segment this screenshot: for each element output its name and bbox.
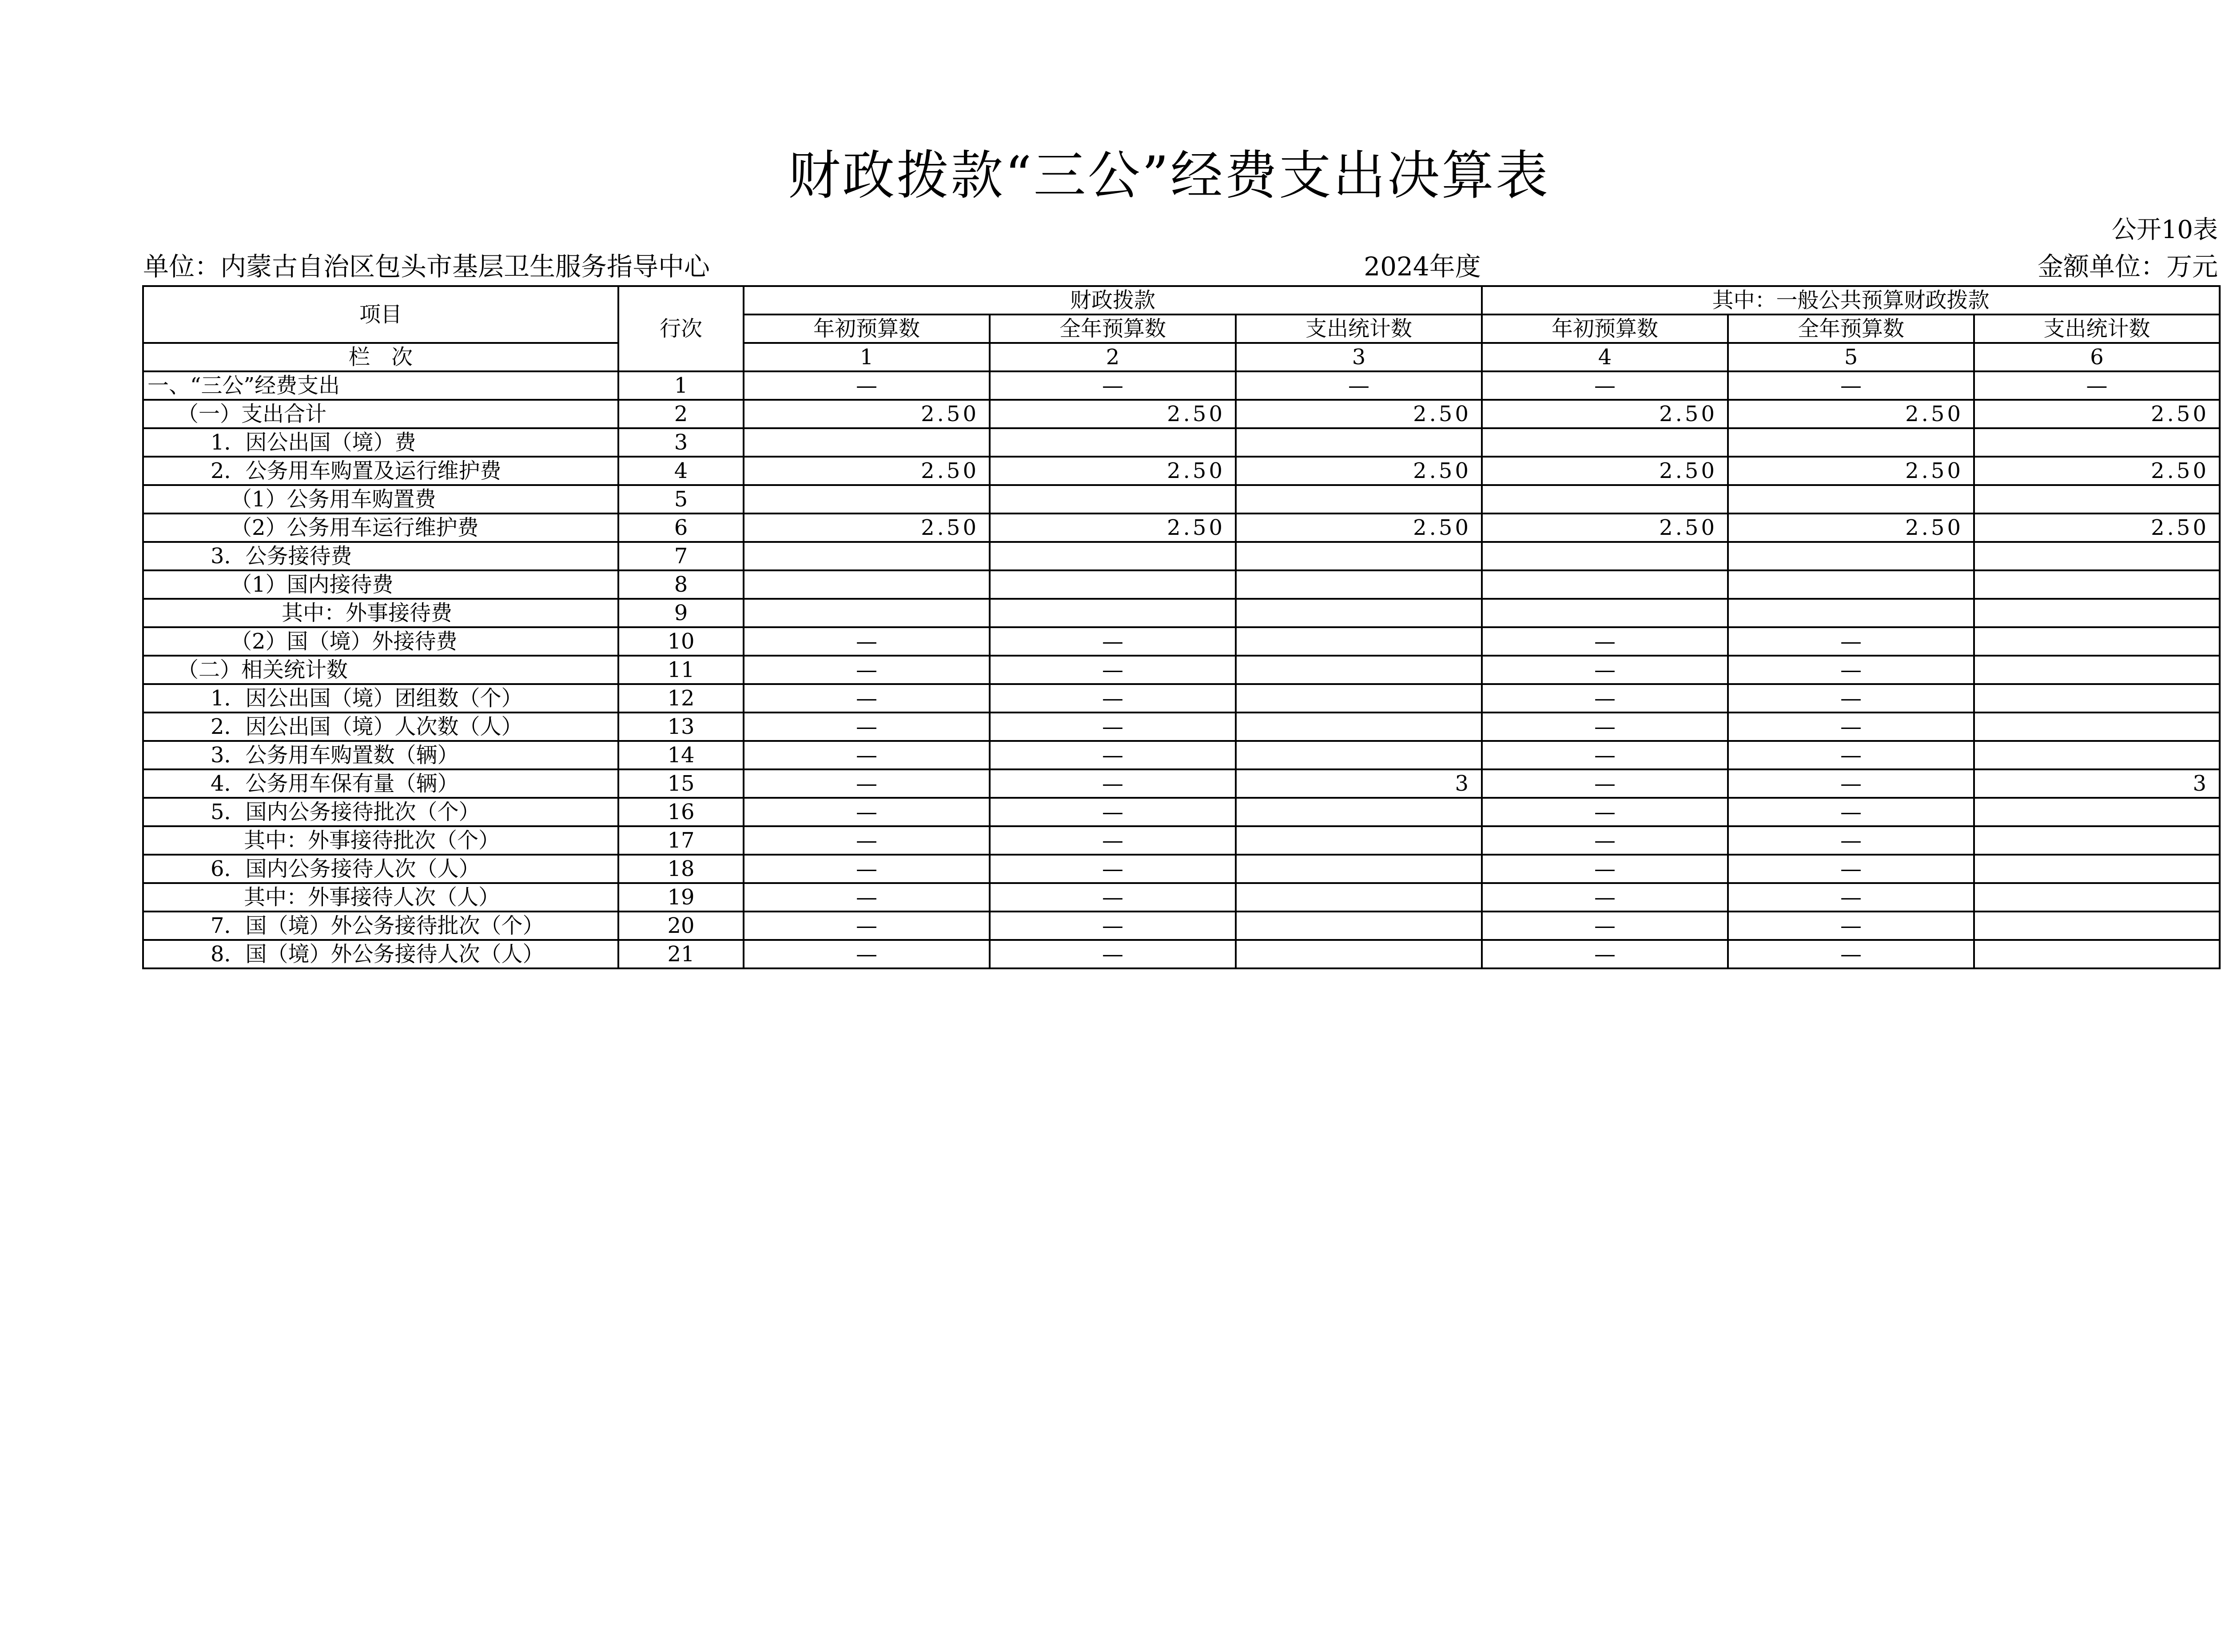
row-value: — [744, 684, 990, 713]
row-value: — [1728, 656, 1974, 684]
row-number: 7 [618, 542, 744, 570]
table-row [143, 428, 2220, 457]
row-number: 6 [618, 514, 744, 542]
row-value: — [990, 684, 1236, 713]
row-value: 2.50 [1974, 457, 2220, 485]
row-value: — [1482, 940, 1728, 968]
meta-row [143, 249, 2218, 284]
table-row [143, 656, 2220, 684]
form-number: 公开10表 [2111, 215, 2218, 244]
row-value: — [990, 940, 1236, 968]
row-label: 一、“三公”经费支出 [143, 371, 618, 400]
row-value [1728, 428, 1974, 457]
row-value [1974, 798, 2220, 826]
header-sub: 全年预算数 [990, 314, 1236, 343]
table-row [143, 485, 2220, 514]
row-value: — [1728, 940, 1974, 968]
row-label: 8．国（境）外公务接待人次（人） [143, 940, 618, 968]
row-value: — [1482, 713, 1728, 741]
row-value: — [744, 713, 990, 741]
row-value: — [990, 627, 1236, 656]
header-colnum: 2 [990, 343, 1236, 371]
table-body [143, 371, 2220, 968]
row-number: 5 [618, 485, 744, 514]
row-number: 15 [618, 769, 744, 798]
row-value: — [1728, 855, 1974, 883]
row-label: 1．因公出国（境）团组数（个） [143, 684, 618, 713]
row-value [1236, 570, 1482, 599]
row-value [990, 428, 1236, 457]
row-label: 1．因公出国（境）费 [143, 428, 618, 457]
row-number: 19 [618, 883, 744, 912]
row-value: — [744, 769, 990, 798]
row-label: 5．国内公务接待批次（个） [143, 798, 618, 826]
row-value [1728, 570, 1974, 599]
row-value: 2.50 [1482, 514, 1728, 542]
row-number: 10 [618, 627, 744, 656]
row-label: 2．因公出国（境）人次数（人） [143, 713, 618, 741]
row-value [990, 485, 1236, 514]
header-colnum: 3 [1236, 343, 1482, 371]
row-label: （一）支出合计 [143, 400, 618, 428]
row-value [1974, 570, 2220, 599]
row-value: 2.50 [1236, 457, 1482, 485]
row-value [1482, 428, 1728, 457]
row-value [1236, 542, 1482, 570]
row-value [744, 570, 990, 599]
row-value: — [1236, 371, 1482, 400]
row-number: 12 [618, 684, 744, 713]
row-value: — [744, 798, 990, 826]
table-row [143, 570, 2220, 599]
header-colnum: 4 [1482, 343, 1728, 371]
row-value [1974, 826, 2220, 855]
row-value [1236, 656, 1482, 684]
table-row [143, 940, 2220, 968]
row-value [1236, 912, 1482, 940]
row-label: 4．公务用车保有量（辆） [143, 769, 618, 798]
row-value [1974, 855, 2220, 883]
row-number: 8 [618, 570, 744, 599]
row-number: 21 [618, 940, 744, 968]
row-label: 7．国（境）外公务接待批次（个） [143, 912, 618, 940]
row-value: — [1482, 627, 1728, 656]
header-group-general: 其中：一般公共预算财政拨款 [1482, 286, 2220, 314]
row-value: — [1728, 371, 1974, 400]
row-value [1728, 485, 1974, 514]
row-value [1236, 798, 1482, 826]
row-value: — [744, 826, 990, 855]
header-row-no: 行次 [618, 286, 744, 371]
row-value [744, 542, 990, 570]
row-label: 6．国内公务接待人次（人） [143, 855, 618, 883]
row-label: 其中：外事接待人次（人） [143, 883, 618, 912]
expense-table [142, 285, 2221, 969]
row-value: 2.50 [744, 457, 990, 485]
row-value [1482, 570, 1728, 599]
row-label: （2）公务用车运行维护费 [143, 514, 618, 542]
row-number: 2 [618, 400, 744, 428]
row-value: — [1482, 826, 1728, 855]
row-value [744, 428, 990, 457]
row-value: — [990, 912, 1236, 940]
row-value [1974, 627, 2220, 656]
row-value: — [744, 855, 990, 883]
row-label: 2．公务用车购置及运行维护费 [143, 457, 618, 485]
row-label: 3．公务用车购置数（辆） [143, 741, 618, 769]
row-number: 1 [618, 371, 744, 400]
row-value [1236, 485, 1482, 514]
row-value [1236, 855, 1482, 883]
row-number: 18 [618, 855, 744, 883]
row-value [1236, 627, 1482, 656]
row-value [990, 542, 1236, 570]
row-value [1974, 912, 2220, 940]
row-value: — [990, 713, 1236, 741]
row-label: 3．公务接待费 [143, 542, 618, 570]
row-value: — [1728, 883, 1974, 912]
row-value: — [990, 741, 1236, 769]
row-value: — [744, 656, 990, 684]
row-value [1974, 485, 2220, 514]
row-number: 20 [618, 912, 744, 940]
header-sub: 年初预算数 [744, 314, 990, 343]
row-value [1236, 428, 1482, 457]
row-number: 11 [618, 656, 744, 684]
header-colnum: 6 [1974, 343, 2220, 371]
header-row-colnums [143, 343, 2220, 371]
row-value: — [1482, 371, 1728, 400]
row-value [1728, 542, 1974, 570]
row-value [1236, 826, 1482, 855]
row-number: 4 [618, 457, 744, 485]
row-label: （二）相关统计数 [143, 656, 618, 684]
row-value: 2.50 [1728, 400, 1974, 428]
row-value [744, 599, 990, 627]
table-row [143, 855, 2220, 883]
row-value: 2.50 [990, 400, 1236, 428]
row-number: 13 [618, 713, 744, 741]
table-row [143, 912, 2220, 940]
row-value: — [744, 627, 990, 656]
row-value: — [990, 656, 1236, 684]
table-row [143, 826, 2220, 855]
row-value: 2.50 [1482, 400, 1728, 428]
row-value: 2.50 [1728, 457, 1974, 485]
table-row [143, 883, 2220, 912]
row-value: — [744, 741, 990, 769]
row-value: 3 [1974, 769, 2220, 798]
row-number: 17 [618, 826, 744, 855]
row-value: 2.50 [1236, 514, 1482, 542]
row-value: — [744, 371, 990, 400]
row-value [1236, 713, 1482, 741]
header-item: 项目 [143, 286, 618, 343]
row-value: — [744, 883, 990, 912]
table-row [143, 769, 2220, 798]
row-value: — [1482, 741, 1728, 769]
row-number: 3 [618, 428, 744, 457]
row-value: 2.50 [990, 457, 1236, 485]
row-value: 2.50 [1974, 400, 2220, 428]
row-number: 14 [618, 741, 744, 769]
row-value: — [990, 371, 1236, 400]
row-value [744, 485, 990, 514]
table-row [143, 798, 2220, 826]
row-value: — [1974, 371, 2220, 400]
row-value: 2.50 [1236, 400, 1482, 428]
table-row [143, 599, 2220, 627]
row-label: 其中：外事接待费 [143, 599, 618, 627]
row-value: — [1482, 769, 1728, 798]
header-lanci: 栏 次 [143, 343, 618, 371]
money-unit: 金额单位：万元 [2037, 251, 2218, 282]
row-value: — [1482, 684, 1728, 713]
row-value: — [990, 798, 1236, 826]
table-row [143, 542, 2220, 570]
row-value [1236, 940, 1482, 968]
row-value [1974, 684, 2220, 713]
row-value [1974, 428, 2220, 457]
header-colnum: 1 [744, 343, 990, 371]
row-value [1236, 883, 1482, 912]
row-value: — [744, 912, 990, 940]
table-row [143, 457, 2220, 485]
page-title: 财政拨款“三公”经费支出决算表 [788, 145, 1550, 206]
header-sub: 全年预算数 [1728, 314, 1974, 343]
row-number: 16 [618, 798, 744, 826]
row-value: 2.50 [1974, 514, 2220, 542]
table-row [143, 627, 2220, 656]
row-value: — [1728, 826, 1974, 855]
row-value [1974, 713, 2220, 741]
reporting-unit: 单位：内蒙古自治区包头市基层卫生服务指导中心 [143, 251, 710, 282]
row-value [1974, 741, 2220, 769]
row-value [1974, 542, 2220, 570]
row-value: 3 [1236, 769, 1482, 798]
header-sub: 支出统计数 [1974, 314, 2220, 343]
fiscal-year: 2024年度 [1364, 251, 1481, 282]
row-value [1974, 599, 2220, 627]
header-row-group [143, 286, 2220, 314]
row-value: — [1728, 684, 1974, 713]
row-value [1236, 599, 1482, 627]
row-value: — [1728, 912, 1974, 940]
row-value: — [990, 855, 1236, 883]
header-sub: 支出统计数 [1236, 314, 1482, 343]
row-value: — [990, 826, 1236, 855]
row-value [1974, 883, 2220, 912]
table-row [143, 713, 2220, 741]
row-value: 2.50 [744, 400, 990, 428]
row-value [990, 599, 1236, 627]
row-value: — [744, 940, 990, 968]
row-value [1236, 741, 1482, 769]
row-value [1482, 599, 1728, 627]
row-value: — [1728, 741, 1974, 769]
row-label: 其中：外事接待批次（个） [143, 826, 618, 855]
row-value: 2.50 [1482, 457, 1728, 485]
row-value [1728, 599, 1974, 627]
row-value: — [1482, 912, 1728, 940]
row-value: — [1728, 798, 1974, 826]
row-number: 9 [618, 599, 744, 627]
table-row [143, 684, 2220, 713]
row-value: 2.50 [990, 514, 1236, 542]
row-value: — [990, 769, 1236, 798]
header-colnum: 5 [1728, 343, 1974, 371]
header-group-fiscal: 财政拨款 [744, 286, 1482, 314]
row-value: 2.50 [1728, 514, 1974, 542]
row-value: — [1728, 713, 1974, 741]
row-value: — [1482, 883, 1728, 912]
row-value [1236, 684, 1482, 713]
row-value [990, 570, 1236, 599]
row-label: （2）国（境）外接待费 [143, 627, 618, 656]
row-value [1482, 542, 1728, 570]
row-value [1974, 940, 2220, 968]
table-row [143, 400, 2220, 428]
row-value: — [1482, 656, 1728, 684]
row-value: — [990, 883, 1236, 912]
table-row [143, 514, 2220, 542]
table-row [143, 371, 2220, 400]
header-sub: 年初预算数 [1482, 314, 1728, 343]
row-label: （1）国内接待费 [143, 570, 618, 599]
row-value [1482, 485, 1728, 514]
row-value: — [1482, 855, 1728, 883]
row-value [1974, 656, 2220, 684]
table-row [143, 741, 2220, 769]
row-value: 2.50 [744, 514, 990, 542]
row-value: — [1728, 769, 1974, 798]
row-value: — [1482, 798, 1728, 826]
row-value: — [1728, 627, 1974, 656]
row-label: （1）公务用车购置费 [143, 485, 618, 514]
